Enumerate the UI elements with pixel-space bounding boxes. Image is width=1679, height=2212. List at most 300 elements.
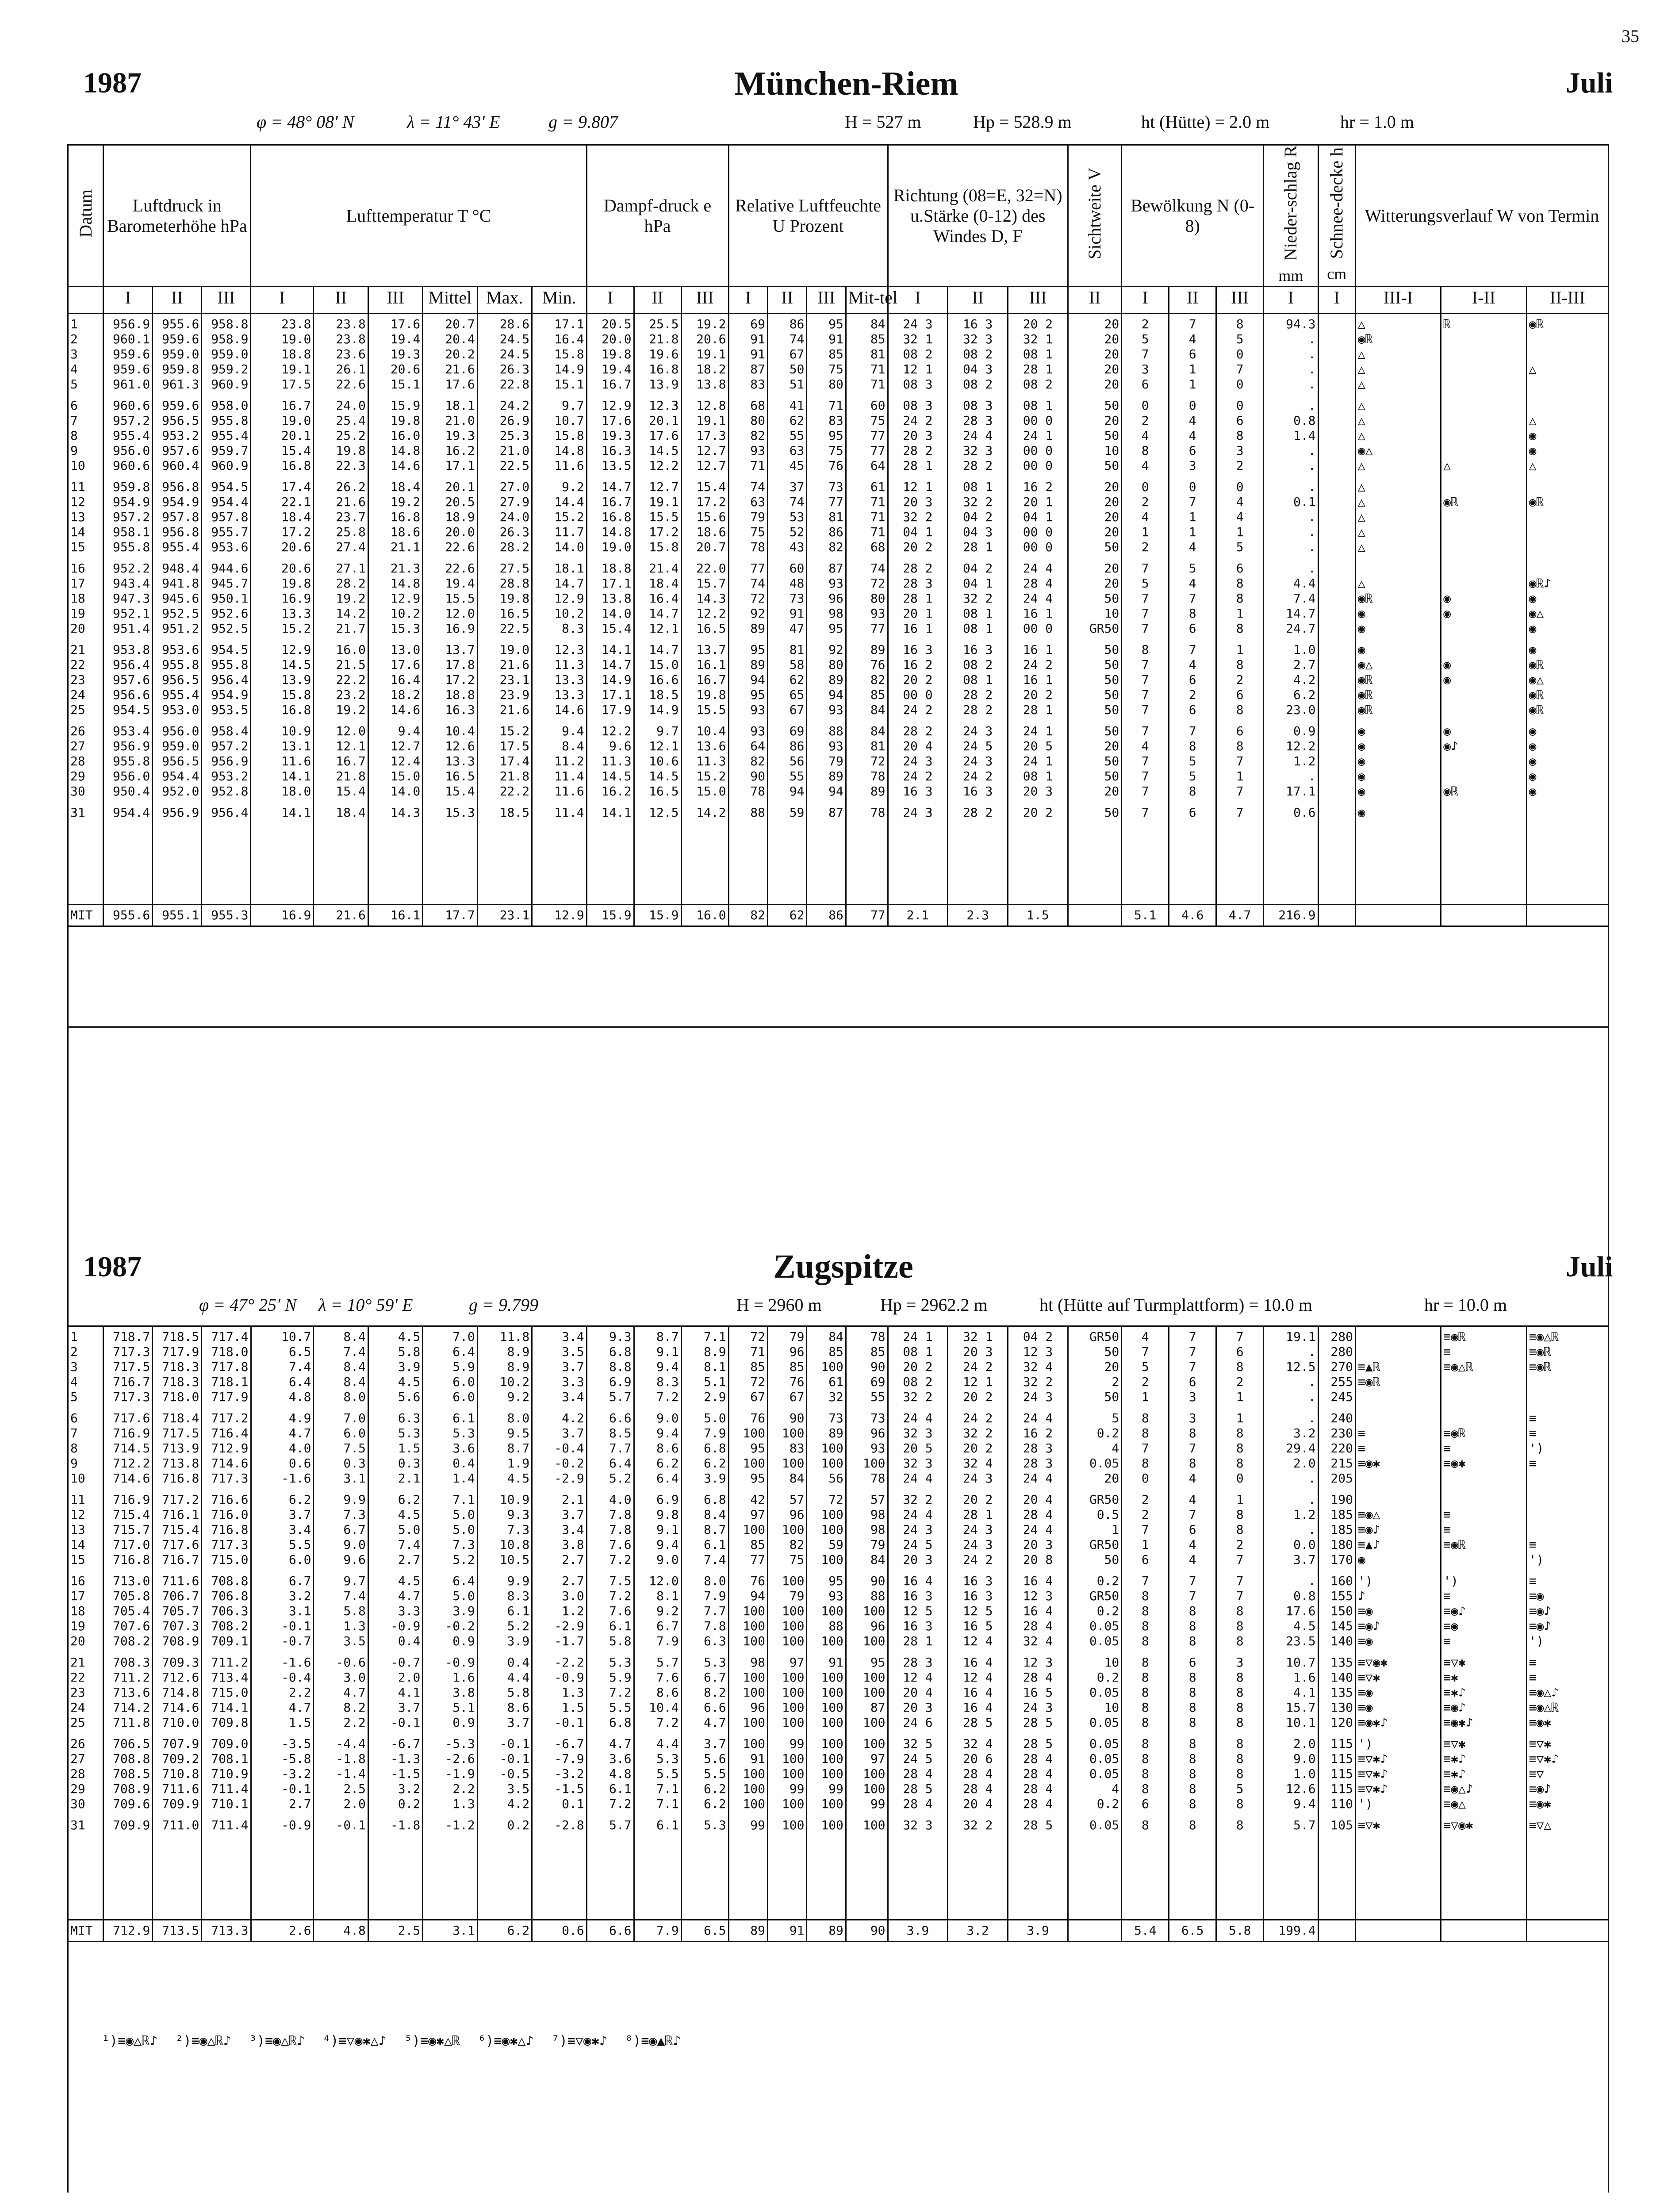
cell-p1: 718.7 717.3 717.5 716.7 717.3 [104,1326,153,1409]
mean-s [1318,904,1355,926]
cell-v: 5 0.2 4 0.05 20 [1068,1408,1121,1490]
cell-u1: 100 91 100 100 100 [728,1734,767,1815]
cell-p2: 718.5 717.9 718.3 718.3 718.0 [153,1326,202,1409]
mean-ww3 [1526,1920,1608,1941]
mean-w2: 3.2 [948,1920,1008,1941]
cell-ww2: ◉ ◉ [1441,640,1526,721]
cell-ww2: ≡◉ℝ ≡ ≡◉△ℝ [1441,1326,1526,1409]
cell-n1: 7 4 7 7 7 [1122,721,1169,803]
cell-e1: 18.8 17.1 13.8 14.0 15.4 [586,558,634,640]
cell-p3: 954.5 954.4 957.8 955.7 953.6 [202,477,251,558]
cell-ww2: ≡ ≡ ≡◉ℝ [1441,1490,1526,1571]
cell-u2: 81 58 62 65 67 [767,640,806,721]
cell-u1: 68 80 82 93 71 [728,396,767,477]
header-bewoelkung: Bewölkung N (0-8) [1122,145,1264,287]
cell-p1: 952.2 943.4 947.3 952.1 951.4 [104,558,153,640]
cell-days: 11 12 13 14 15 [70,1492,85,1567]
footnote: ⁸)≡◉▲ℝ♪ [625,2033,681,2049]
cell-tmax: 8.0 9.5 8.7 1.9 4.5 [477,1408,532,1490]
cell-ww3: ≡ ≡ ') ≡ [1526,1408,1608,1490]
subheader-tmax: Max. [477,287,532,314]
mean-e1: 6.6 [586,1920,634,1941]
cell-ww3: ≡◉△ℝ ≡◉ℝ ≡◉ℝ [1526,1326,1608,1409]
subheader-e2: II [634,287,681,314]
cell-p3: 717.2 716.4 712.9 714.6 717.3 [202,1408,251,1490]
cell-r: 0.9 12.2 1.2 . 17.1 [1264,721,1318,803]
cell-p3: 944.6 945.7 950.1 952.6 952.5 [202,558,251,640]
cell-u1: 77 74 72 92 89 [728,558,767,640]
day-group-row [68,396,1609,477]
subheader-t2: II [314,287,368,314]
cell-e2: 4.4 5.3 5.5 7.1 7.1 [634,1734,681,1815]
station2-year: 1987 [83,1251,142,1283]
mean-v [1068,904,1121,926]
cell-w1: 12 1 20 3 32 2 04 1 20 2 [888,477,948,558]
cell-n2: 0 4 4 6 3 [1169,396,1216,477]
cell-u1: 93 64 82 90 78 [728,721,767,803]
cell-days: 16 17 18 19 20 [70,561,85,636]
cell-u3: 100 100 100 99 100 [807,1734,846,1815]
subheader-n3: III [1216,287,1264,314]
day-group-row [68,640,1609,721]
cell-p1: 717.6 716.9 714.5 712.2 714.6 [104,1408,153,1490]
cell-um: 90 88 100 96 100 [846,1571,888,1652]
cell-t3: -6.7 -1.3 -1.5 3.2 0.2 [368,1734,422,1815]
cell-e3: 14.2 [681,803,728,904]
footnote: ⁶)≡◉✱△♪ [478,2033,534,2049]
mean-tmax: 6.2 [477,1920,532,1941]
cell-w3: 24 4 16 2 28 3 28 3 24 4 [1008,1408,1068,1490]
cell-p3: 958.4 957.2 956.9 953.2 952.8 [202,721,251,803]
cell-e1: 14.7 16.7 16.8 14.8 19.0 [586,477,634,558]
header-wind: Richtung (08=E, 32=N) u.Stärke (0-12) des Windes D, F [888,145,1068,287]
mean-s [1318,1920,1355,1941]
cell-tmin: 9.7 10.7 15.8 14.8 11.6 [532,396,586,477]
cell-w1: 28 3 12 4 20 4 20 3 24 6 [888,1652,948,1734]
cell-t3: 4.5 4.7 3.3 -0.9 0.4 [368,1571,422,1652]
cell-v: 20 20 20 20 20 [1068,314,1121,396]
cell-ww1: ') ≡▽✱♪ ≡▽✱♪ ≡▽✱♪ ') [1355,1734,1441,1815]
cell-t2: 23.8 23.8 23.6 26.1 22.6 [314,314,368,396]
cell-n2: 7 4 6 1 1 [1169,314,1216,396]
cell-t3: 21.3 14.8 12.9 10.2 15.3 [368,558,422,640]
cell-u1: 42 97 100 85 77 [728,1490,767,1571]
cell-t2: 7.0 6.0 7.5 0.3 3.1 [314,1408,368,1490]
cell-tmax: 10.9 9.3 7.3 10.8 10.5 [477,1490,532,1571]
cell-v: 10 0.2 0.05 10 0.05 [1068,1652,1121,1734]
station1-height: H = 527 m [845,112,921,132]
cell-v: GR50 0.5 1 GR50 50 [1068,1490,1121,1571]
subheader-ww3: II-III [1526,287,1608,314]
cell-w1: 24 3 [888,803,948,904]
mean-n3: 4.7 [1216,904,1264,926]
cell-n3: 7 7 8 8 8 [1216,1571,1264,1652]
cell-ww1: ◉ ◉△ ◉ℝ ◉ℝ ◉ℝ [1355,640,1441,721]
cell-t3: 6.3 5.3 1.5 0.3 2.1 [368,1408,422,1490]
cell-w2: 24 3 24 5 24 3 24 2 16 3 [948,721,1008,803]
cell-u1: 76 100 95 100 95 [728,1408,767,1490]
cell-tm: 10.4 12.6 13.3 16.5 15.4 [423,721,477,803]
mean-v [1068,1920,1121,1941]
cell-u1: 76 94 100 100 100 [728,1571,767,1652]
monthly-mean-row [68,904,1609,926]
cell-um: 57 98 98 79 84 [846,1490,888,1571]
cell-w1: 32 3 [888,1815,948,1920]
cell-u2: 100 79 100 100 100 [768,1571,807,1652]
cell-ww3: ◉ ◉ℝ ◉△ ◉ℝ ◉ℝ [1526,640,1608,721]
cell-e2: 12.7 19.1 15.5 17.2 15.8 [634,477,681,558]
cell-w1: 28 2 28 3 28 1 20 1 16 1 [888,558,948,640]
cell-ww2: ◉ ◉ [1441,558,1526,640]
cell-v: GR50 50 20 2 50 [1068,1326,1121,1409]
cell-tmax: 19.0 21.6 23.1 23.9 21.6 [477,640,532,721]
cell-ww1: △ △ △ △ △ [1355,477,1441,558]
cell-um: 60 75 77 77 64 [846,396,888,477]
subheader-e3: III [681,287,728,314]
cell-u2: 90 100 83 100 84 [768,1408,807,1490]
cell-n2: 7 4 6 2 6 [1169,640,1216,721]
cell-p2: 959.6 956.5 953.2 957.6 960.4 [153,396,202,477]
cell-t3: 15.9 19.8 16.0 14.8 14.6 [368,396,422,477]
cell-tm: 13.7 17.8 17.2 18.8 16.3 [423,640,477,721]
cell-t2: 8.4 7.4 8.4 8.4 8.0 [314,1326,368,1409]
mean-r: 216.9 [1264,904,1318,926]
cell-ww1: ◉ [1355,803,1441,904]
cell-um: 95 100 100 87 100 [846,1652,888,1734]
cell-s [1318,640,1355,721]
cell-w1: 32 2 24 4 24 3 24 5 20 3 [888,1490,948,1571]
cell-n3: 3 8 8 8 8 [1216,1652,1264,1734]
cell-um: 61 71 71 71 68 [846,477,888,558]
cell-w1: 16 3 16 2 20 2 00 0 24 2 [888,640,948,721]
cell-n2: 8 8 8 8 8 [1169,1734,1216,1815]
cell-r: . 3.2 29.4 2.0 . [1264,1408,1318,1490]
cell-ww3: △ ◉ ◉ △ [1526,396,1608,477]
mean-w1: 3.9 [888,1920,948,1941]
station2-height: H = 2960 m [736,1295,822,1315]
cell-e3: 5.3 [681,1815,728,1920]
cell-p3: 956.4 [202,803,251,904]
cell-n2: 5 4 7 8 6 [1169,558,1216,640]
station1-year: 1987 [83,67,142,99]
cell-s [1318,721,1355,803]
mean-e3: 16.0 [681,904,728,926]
mean-t2: 21.6 [314,904,368,926]
station2-latitude: φ = 47° 25′ N [199,1295,297,1315]
cell-tm: 18.1 21.0 19.3 16.2 17.1 [423,396,477,477]
cell-s: 105 [1318,1815,1355,1920]
cell-p3: 708.8 706.8 706.3 708.2 709.1 [202,1571,251,1652]
cell-s [1318,803,1355,904]
cell-p3: 716.6 716.0 716.8 717.3 715.0 [202,1490,251,1571]
cell-ww2: ') ≡ ≡◉♪ ≡◉ ≡ [1441,1571,1526,1652]
cell-p3: 954.5 955.8 956.4 954.9 953.5 [202,640,251,721]
cell-s: 280 280 270 255 245 [1318,1326,1355,1409]
cell-e3: 8.0 7.9 7.7 7.8 6.3 [681,1571,728,1652]
cell-t3: -1.8 [368,1815,422,1920]
cell-t3: 13.0 17.6 16.4 18.2 14.6 [368,640,422,721]
cell-n2: 6 [1169,803,1216,904]
cell-tm: 15.3 [423,803,477,904]
subheader-v: II [1068,287,1121,314]
cell-t1: 10.7 6.5 7.4 6.4 4.8 [251,1326,314,1409]
cell-u3: 71 83 95 75 76 [807,396,846,477]
cell-um: 84 81 72 78 89 [846,721,888,803]
mean-u2: 91 [768,1920,807,1941]
cell-u2: 100 [768,1815,807,1920]
cell-e2: 6.1 [634,1815,681,1920]
mean-u3: 86 [807,904,846,926]
cell-e1: 5.3 5.9 7.2 5.5 6.8 [586,1652,634,1734]
cell-e1: 9.3 6.8 8.8 6.9 5.7 [586,1326,634,1409]
cell-ww1: ◉ ◉ ◉ ◉ ◉ [1355,721,1441,803]
subheader-tm: Mittel [423,287,477,314]
mean-n2: 4.6 [1169,904,1216,926]
cell-tmax: 11.8 8.9 8.9 10.2 9.2 [477,1326,532,1409]
cell-n2: 3 8 7 8 4 [1169,1408,1216,1490]
station2-baro-height: Hp = 2962.2 m [880,1295,988,1315]
cell-u3: 73 89 100 100 56 [807,1408,846,1490]
cell-days: 16 17 18 19 20 [70,1574,85,1648]
mean-n2: 6.5 [1169,1920,1216,1941]
cell-e3: 7.1 8.9 8.1 5.1 2.9 [681,1326,728,1409]
cell-um: 100 [846,1815,888,1920]
cell-r: . 0.8 17.6 4.5 23.5 [1264,1571,1318,1652]
cell-u3: 100 [807,1815,846,1920]
cell-p1: 959.8 954.9 957.2 958.1 955.8 [104,477,153,558]
cell-r: 2.0 9.0 1.0 12.6 9.4 [1264,1734,1318,1815]
cell-tmin: 2.1 3.7 3.4 3.8 2.7 [532,1490,586,1571]
mean-tmin: 0.6 [532,1920,586,1941]
cell-n2: 0 7 1 1 4 [1169,477,1216,558]
cell-tmin: -2.8 [532,1815,586,1920]
cell-p1: 960.6 957.2 955.4 956.0 960.6 [104,396,153,477]
mean-tm: 17.7 [423,904,477,926]
cell-s [1318,396,1355,477]
cell-t1: 12.9 14.5 13.9 15.8 16.8 [251,640,314,721]
cell-ww1: ≡▲ℝ ≡◉ℝ [1355,1326,1441,1409]
cell-w2: 24 2 32 2 20 2 32 4 24 3 [948,1408,1008,1490]
cell-v: 50 20 50 50 20 [1068,721,1121,803]
cell-w3: 16 4 12 3 16 4 28 4 32 4 [1008,1571,1068,1652]
cell-e2: 9.7 12.1 10.6 14.5 16.5 [634,721,681,803]
day-group-row [68,1490,1609,1571]
day-group-row [68,721,1609,803]
cell-s: 135 140 135 130 120 [1318,1652,1355,1734]
station2-rain-gauge-height: hr = 10.0 m [1424,1295,1507,1315]
cell-t1: -3.5 -5.8 -3.2 -0.1 2.7 [251,1734,314,1815]
cell-n3: 7 [1216,803,1264,904]
cell-ww2: ◉ ◉♪ ◉ℝ [1441,721,1526,803]
station1-header-row [68,145,1609,287]
cell-t2: 26.2 21.6 23.7 25.8 27.4 [314,477,368,558]
cell-n2: 6 8 8 8 8 [1169,1652,1216,1734]
cell-w2: 16 3 16 3 12 5 16 5 12 4 [948,1571,1008,1652]
cell-w1: 24 3 32 1 08 2 12 1 08 3 [888,314,948,396]
cell-w1: 08 3 24 2 20 3 28 2 28 1 [888,396,948,477]
station1-title: München-Riem [734,65,958,102]
cell-ww1: ≡▽✱ [1355,1815,1441,1920]
cell-w2: 32 2 [948,1815,1008,1920]
cell-w2: 28 2 [948,803,1008,904]
cell-t2: -4.4 -1.8 -1.4 2.5 2.0 [314,1734,368,1815]
cell-p2: 711.6 706.7 705.7 707.3 708.9 [153,1571,202,1652]
subheader-t1: I [251,287,314,314]
cell-p3: 709.0 708.1 710.9 711.4 710.1 [202,1734,251,1815]
cell-t3: 9.4 12.7 12.4 15.0 14.0 [368,721,422,803]
cell-n3: 8 8 8 5 8 [1216,1734,1264,1815]
cell-ww3: ≡▽✱ ≡▽✱♪ ≡▽ ≡◉♪ ≡◉✱ [1526,1734,1608,1815]
mean-p1: 955.6 [104,904,153,926]
day-group-row [68,1734,1609,1815]
cell-tm: 6.1 5.3 3.6 0.4 1.4 [423,1408,477,1490]
cell-um: 84 85 81 71 71 [846,314,888,396]
footnote: ⁷)≡▽◉✱♪ [551,2033,608,2049]
cell-r: 0.6 [1264,803,1318,904]
day-group-row [68,803,1609,904]
cell-w3: 04 2 12 3 32 4 32 2 24 3 [1008,1326,1068,1409]
cell-ww2: ≡▽✱ ≡✱♪ ≡✱♪ ≡◉△♪ ≡◉△ [1441,1734,1526,1815]
cell-t2: 18.4 [314,803,368,904]
cell-days: 1 2 3 4 5 [70,1329,78,1404]
mean-ww1 [1355,904,1441,926]
header-niederschlag: Nieder-schlag R mm [1264,145,1318,287]
mean-t1: 2.6 [251,1920,314,1941]
station1-table [67,144,1609,927]
station2-longitude: λ = 10° 59′ E [318,1295,413,1315]
cell-u2: 60 48 73 91 47 [767,558,806,640]
mean-p3: 713.3 [202,1920,251,1941]
cell-u2: 37 74 53 52 43 [767,477,806,558]
cell-u3: 84 85 100 61 32 [807,1326,846,1409]
cell-p3: 958.0 955.8 955.4 959.7 960.9 [202,396,251,477]
cell-n1: 8 8 8 8 6 [1122,1734,1169,1815]
cell-n1: 2 5 7 3 6 [1122,314,1169,396]
cell-t2: 16.0 21.5 22.2 23.2 19.2 [314,640,368,721]
mean-p1: 712.9 [104,1920,153,1941]
cell-w1: 32 5 24 5 28 4 28 5 28 4 [888,1734,948,1815]
cell-w2: 08 1 32 2 04 2 04 3 28 1 [948,477,1008,558]
cell-e2: 5.7 7.6 8.6 10.4 7.2 [634,1652,681,1734]
cell-e3: 22.0 15.7 14.3 12.2 16.5 [681,558,728,640]
cell-n1: 8 8 8 8 8 [1122,1652,1169,1734]
cell-t2: 27.1 28.2 19.2 14.2 21.7 [314,558,368,640]
cell-ww3: ≡ ≡◉ ≡◉♪ ≡◉♪ ') [1526,1571,1608,1652]
cell-s: 190 185 185 180 170 [1318,1490,1355,1571]
cell-r: . 1.2 . 0.0 3.7 [1264,1490,1318,1571]
cell-ww2: ◉ℝ [1441,477,1526,558]
cell-t2: -0.6 3.0 4.7 8.2 2.2 [314,1652,368,1734]
cell-tm: -0.9 1.6 3.8 5.1 0.9 [423,1652,477,1734]
cell-e2: 21.4 18.4 16.4 14.7 12.1 [634,558,681,640]
cell-days: 26 27 28 29 30 [70,724,85,799]
cell-r: 5.7 [1264,1815,1318,1920]
cell-t2: 24.0 25.4 25.2 19.8 22.3 [314,396,368,477]
cell-e1: 4.0 7.8 7.8 7.6 7.2 [586,1490,634,1571]
cell-p1: 953.8 956.4 957.6 956.6 954.5 [104,640,153,721]
cell-p1: 713.0 705.8 705.4 707.6 708.2 [104,1571,153,1652]
mean-ww2 [1441,904,1526,926]
station1-latitude: φ = 48° 08′ N [257,112,354,132]
cell-e3: 12.8 19.1 17.3 12.7 12.7 [681,396,728,477]
cell-n3: 8 5 0 7 0 [1216,314,1264,396]
subheader-p1: I [104,287,153,314]
day-group-row [68,314,1609,396]
cell-days: 1 2 3 4 5 [70,317,78,392]
mean-w3: 3.9 [1008,1920,1068,1941]
station1-longitude: λ = 11° 43′ E [407,112,500,132]
mean-p3: 955.3 [202,904,251,926]
cell-r: . 0.8 1.4 . . [1264,396,1318,477]
cell-w2: 16 3 32 3 08 2 04 3 08 2 [948,314,1008,396]
cell-um: 78 [846,803,888,904]
cell-t3: 6.2 4.5 5.0 7.4 2.7 [368,1490,422,1571]
cell-w1: 16 4 16 3 12 5 16 3 28 1 [888,1571,948,1652]
cell-w3: 12 3 28 4 16 5 24 3 28 5 [1008,1652,1068,1734]
cell-t1: 6.2 3.7 3.4 5.5 6.0 [251,1490,314,1571]
cell-e2: 8.7 9.1 9.4 8.3 7.2 [634,1326,681,1409]
cell-e3: 13.7 16.1 16.7 19.8 15.5 [681,640,728,721]
station2-footnotes [102,2033,699,2049]
cell-ww1: △ ◉ℝ △ △ △ [1355,314,1441,396]
mean-label: MIT [68,1920,104,1941]
cell-tmax: 27.0 27.9 24.0 26.3 28.2 [477,477,532,558]
cell-ww1: ≡▽◉✱ ≡▽✱ ≡◉ ≡◉ ≡◉✱♪ [1355,1652,1441,1734]
cell-p1: 956.9 960.1 959.6 959.6 961.0 [104,314,153,396]
mean-e3: 6.5 [681,1920,728,1941]
footnote: ²)≡◉△ℝ♪ [175,2033,231,2049]
cell-e1: 4.7 3.6 4.8 6.1 7.2 [586,1734,634,1815]
subheader-p3: III [202,287,251,314]
mean-um: 90 [846,1920,888,1941]
mean-w2: 2.3 [948,904,1008,926]
cell-n3: 1 8 8 8 0 [1216,1408,1264,1490]
cell-t2: 9.9 7.3 6.7 9.0 9.6 [314,1490,368,1571]
cell-tmin: 12.3 11.3 13.3 13.3 14.6 [532,640,586,721]
cell-tmax: 18.5 [477,803,532,904]
page-number: 35 [1622,26,1639,46]
cell-u3: 88 93 79 89 94 [807,721,846,803]
station1-hut-height: ht (Hütte) = 2.0 m [1141,112,1270,132]
cell-w3: 16 2 20 1 04 1 00 0 00 0 [1008,477,1068,558]
cell-w2: 08 3 28 3 24 4 32 3 28 2 [948,396,1008,477]
day-group-row [68,1652,1609,1734]
subheader-um: Mit-tel [846,287,888,314]
cell-p1: 954.4 [104,803,153,904]
header-dampfdruck: Dampf-druck e hPa [586,145,728,287]
cell-ww2: ≡▽✱ ≡✱ ≡✱♪ ≡◉♪ ≡◉✱♪ [1441,1652,1526,1734]
cell-ww1: ') ♪ ≡◉ ≡◉♪ ≡◉ [1355,1571,1441,1652]
header-luftfeuchte: Relative Luftfeuchte U Prozent [728,145,888,287]
mean-t2: 4.8 [314,1920,368,1941]
cell-t2: 12.0 12.1 16.7 21.8 15.4 [314,721,368,803]
mean-t3: 16.1 [368,904,422,926]
cell-t3: 18.4 19.2 16.8 18.6 21.1 [368,477,422,558]
cell-p3: 711.2 713.4 715.0 714.1 709.8 [202,1652,251,1734]
cell-t1: -1.6 -0.4 2.2 4.7 1.5 [251,1652,314,1734]
cell-e1: 7.5 7.2 7.6 6.1 5.8 [586,1571,634,1652]
cell-w3: 24 1 20 5 24 1 08 1 20 3 [1008,721,1068,803]
cell-days: 6 7 8 9 10 [70,1411,85,1486]
mean-label: MIT [68,904,104,926]
cell-tm: -5.3 -2.6 -1.9 2.2 1.3 [423,1734,477,1815]
cell-ww1: ≡◉△ ≡◉♪ ≡▲♪ ◉ [1355,1490,1441,1571]
cell-u2: 97 100 100 100 100 [768,1652,807,1734]
cell-t1: -0.9 [251,1815,314,1920]
mean-t3: 2.5 [368,1920,422,1941]
cell-r: . 0.1 . . . [1264,477,1318,558]
cell-w2: 32 1 20 3 24 2 12 1 20 2 [948,1326,1008,1409]
